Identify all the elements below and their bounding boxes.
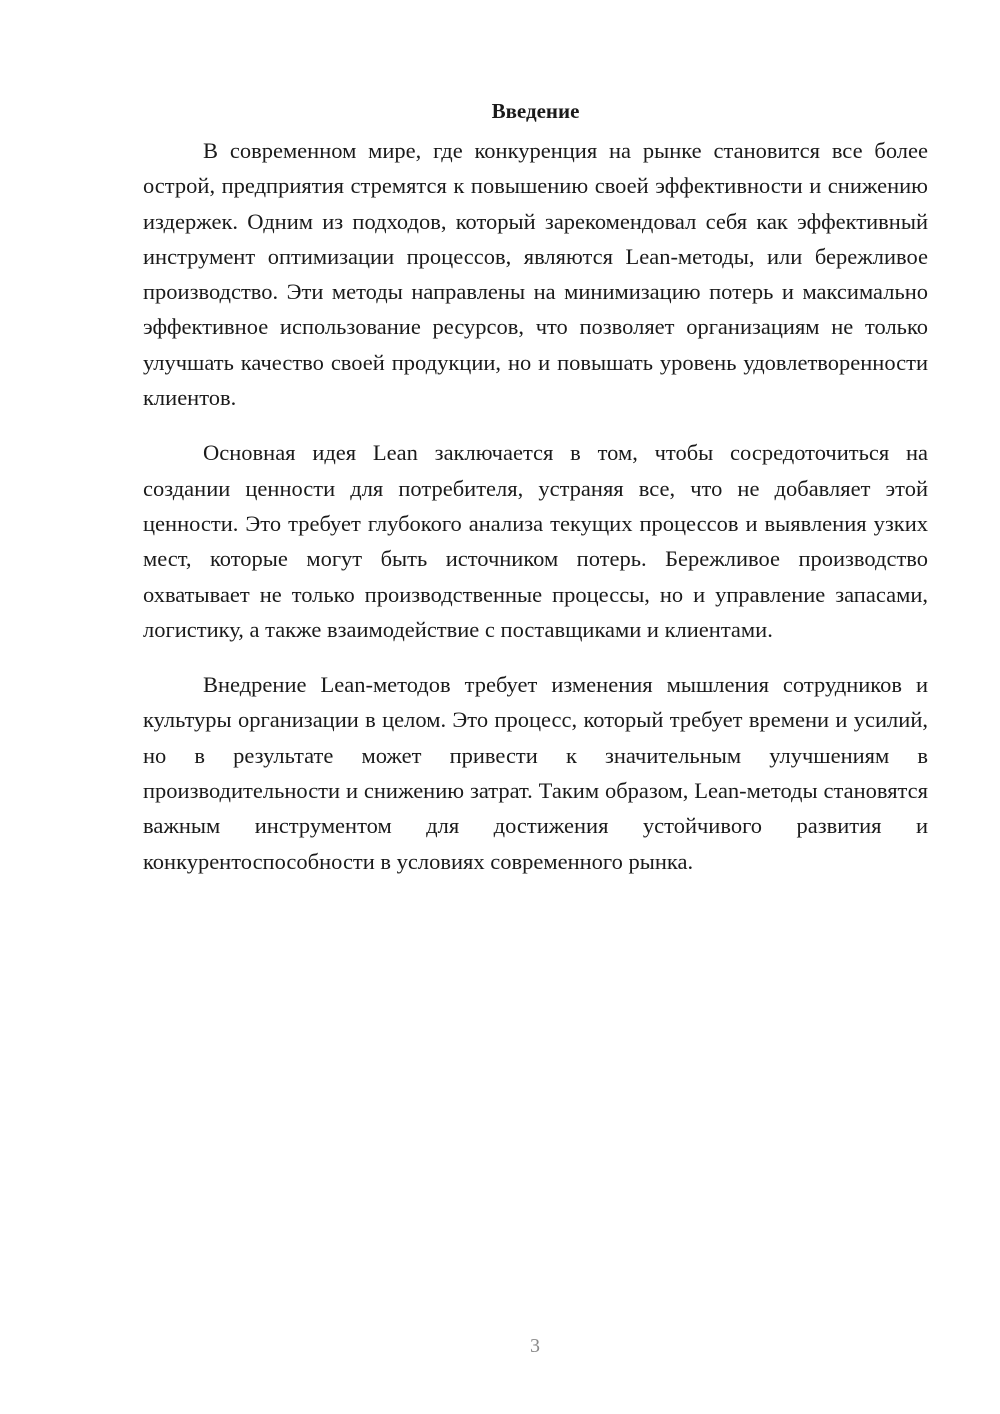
page-number: 3: [530, 1335, 540, 1357]
paragraph-3: Внедрение Lean-методов требует изменения мышления сотрудников и культуры организации в целом. Это процесс, который требует времени и усилий, но в результате может привести к значительным улучшениям в производительности и снижению затрат. Таким образом, Lean-методы становятся важным инструментом для достижения устойчивого развития и конкурентоспособности в условиях современного рынка.: [143, 672, 928, 874]
paragraph-1: В современном мире, где конкуренция на рынке становится все более острой, предприятия стремятся к повышению своей эффективности и снижению издержек. Одним из подходов, который зарекомендовал себя как эффективный инструмент оптимизации процессов, являются Lean-методы, или бережливое производство. Эти методы направлены на минимизацию потерь и максимально эффективное использование ресурсов, что позволяет организациям не только улучшать качество своей продукции, но и повышать уровень удовлетворенности клиентов.: [143, 138, 928, 411]
section-heading: Введение: [491, 99, 580, 123]
page-content: [143, 96, 928, 899]
paragraph-2: Основная идея Lean заключается в том, чтобы сосредоточиться на создании ценности для потребителя, устраняя все, что не добавляет этой ценности. Это требует глубокого анализа текущих процессов и выявления узких мест, которые могут быть источником потерь. Бережливое производство охватывает не только производственные процессы, но и управление запасами, логистику, а также взаимодействие с поставщиками и клиентами.: [143, 440, 928, 642]
